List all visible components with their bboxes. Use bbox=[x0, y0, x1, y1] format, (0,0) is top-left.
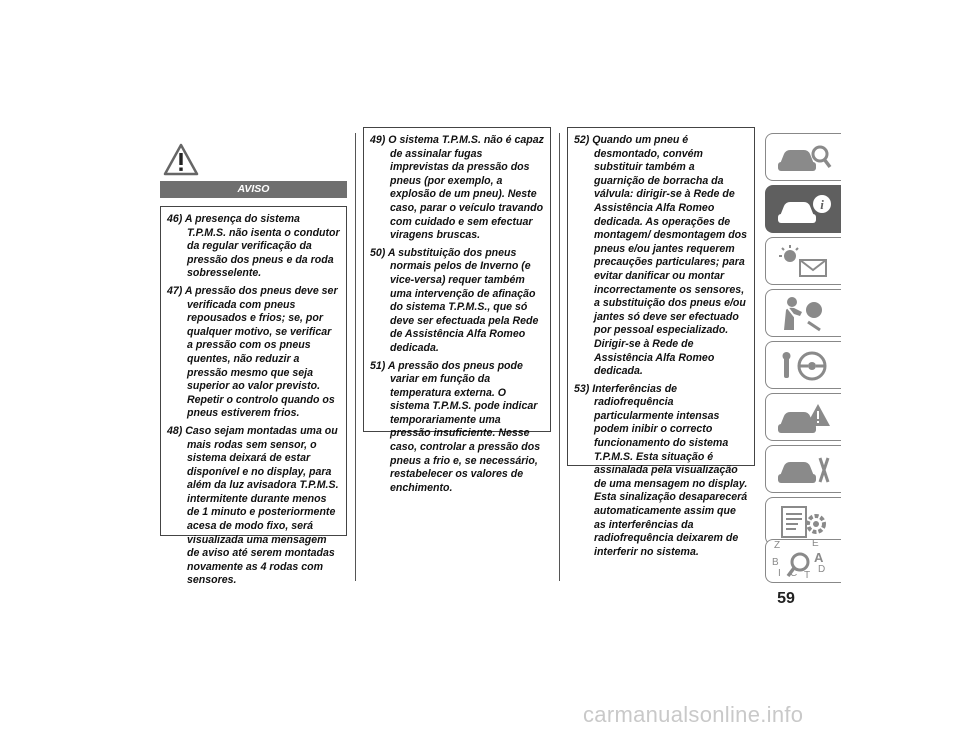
index-letter-i: I bbox=[778, 568, 781, 579]
index-letter-c: C bbox=[790, 568, 798, 579]
page-number: 59 bbox=[777, 590, 795, 607]
notes-box-column-3 bbox=[567, 127, 755, 558]
note-number: 48) bbox=[167, 424, 183, 437]
note-item bbox=[574, 134, 748, 379]
note-item bbox=[370, 360, 544, 496]
note-item bbox=[574, 383, 748, 560]
note-number: 51) bbox=[370, 359, 386, 372]
warning-box bbox=[160, 206, 347, 587]
tab-driving[interactable] bbox=[765, 341, 841, 389]
tab-maintenance[interactable] bbox=[765, 445, 841, 493]
note-number: 52) bbox=[574, 134, 590, 146]
note-item bbox=[370, 134, 544, 243]
note-text: Interferências de radiofrequência particularmente intensas podem inibir o correcto funcionamento do sistema T.P.M.S. Esta situação é assinalada pela visualização de uma mensagem no display. Esta sinalização desaparecerá automaticamente assim que as interferências da radiofrequência deixarem de interferir no sistema. bbox=[592, 382, 748, 558]
svg-text:i: i bbox=[820, 197, 824, 212]
note-number: 53) bbox=[574, 382, 590, 395]
index-letter-z: Z bbox=[774, 540, 781, 551]
note-text: Quando um pneu é desmontado, convém substituir também a guarnição de borracha da válvula: dirigir-se à Rede de Assistência Alfa Romeo dedicada. As operações de montagem/ desmontagem dos pneus e/ou jantes requerem precauções particulares; para evitar danificar ou montar incorrectamente os sensores, a substituição dos pneus e/ou jantes só deve ser efectuado por pessoal especializado. Dirigir-se à Rede de Assistência Alfa Romeo dedicada. bbox=[592, 134, 748, 378]
tab-car-search[interactable] bbox=[765, 133, 841, 181]
car-maintenance-icon bbox=[774, 452, 834, 488]
tab-emergency[interactable] bbox=[765, 393, 841, 441]
note-text: Caso sejam montadas uma ou mais rodas sem sensor, o sistema deixará de estar disponível e no display, para além da luz avisadora T.P.M.S. intermitente durante menos de 1 minuto e posteriormente acesa de modo fixo, será visualizada uma mensagem de aviso até serem montadas novamente as 4 rodas com sensores. bbox=[185, 424, 339, 587]
seatbelt-airbag-icon bbox=[774, 296, 834, 332]
car-info-icon bbox=[774, 192, 834, 228]
note-text: A pressão dos pneus deve ser verificada com pneus repousados e frios; se, por qualquer motivo, se verificar a pressão com os pneus quentes, não reduzir a pressão mesmo que seja superior ao valor previsto. Repetir o controlo quando os pneus estiverem frios. bbox=[184, 284, 338, 420]
note-number: 49) bbox=[370, 134, 386, 146]
tab-warning-lights[interactable] bbox=[765, 237, 841, 285]
note-number: 47) bbox=[167, 284, 183, 297]
notes-box-column-2 bbox=[363, 127, 551, 494]
note-number: 46) bbox=[167, 213, 183, 225]
note-text: O sistema T.P.M.S. não é capaz de assinalar fugas imprevistas da pressão dos pneus (por exemplo, a explosão de um pneu). Neste caso, parar o veículo travando com cuidado e sem efectuar viragens bruscas. bbox=[388, 134, 544, 242]
warning-triangle-icon bbox=[163, 143, 199, 176]
car-search-icon bbox=[774, 140, 834, 176]
index-letter-b: B bbox=[772, 557, 779, 568]
column-divider-1 bbox=[355, 133, 356, 581]
note-item bbox=[167, 285, 340, 421]
column-divider-2 bbox=[559, 133, 560, 581]
note-item bbox=[167, 425, 340, 588]
car-emergency-icon bbox=[774, 400, 834, 436]
watermark: carmanualsonline.info bbox=[583, 702, 804, 727]
warning-light-message-icon bbox=[774, 244, 834, 280]
tab-index[interactable] bbox=[765, 539, 841, 583]
tab-specifications[interactable] bbox=[765, 497, 841, 545]
note-number: 50) bbox=[370, 246, 386, 259]
tab-car-info[interactable] bbox=[765, 185, 841, 233]
warning-header: AVISO bbox=[160, 181, 347, 198]
steering-key-icon bbox=[774, 348, 834, 384]
note-text: A presença do sistema T.P.M.S. não isenta o condutor da regular verificação da pressão dos pneus e da roda sobresselente. bbox=[184, 213, 340, 280]
index-letter-a: A bbox=[814, 550, 824, 565]
note-item bbox=[370, 247, 544, 356]
note-text: A substituição dos pneus normais pelos de Inverno (e vice-versa) requer também uma intervenção de afinação do sistema T.P.M.S., que só deve ser efectuada pela Rede de Assistência Alfa Romeo dedicada. bbox=[387, 246, 539, 354]
tab-safety[interactable] bbox=[765, 289, 841, 337]
note-item bbox=[167, 213, 340, 281]
index-letter-t: T bbox=[804, 570, 811, 581]
specs-gear-icon bbox=[774, 504, 834, 540]
index-letter-d: D bbox=[818, 564, 826, 575]
note-text: A pressão dos pneus pode variar em função da temperatura externa. O sistema T.P.M.S. pode indicar temporariamente uma pressão insuficiente. Nesse caso, controlar a pressão dos pneus a frio e, se necessário, restabelecer os valores de enchimento. bbox=[387, 359, 541, 494]
index-letter-e: E bbox=[812, 538, 819, 549]
